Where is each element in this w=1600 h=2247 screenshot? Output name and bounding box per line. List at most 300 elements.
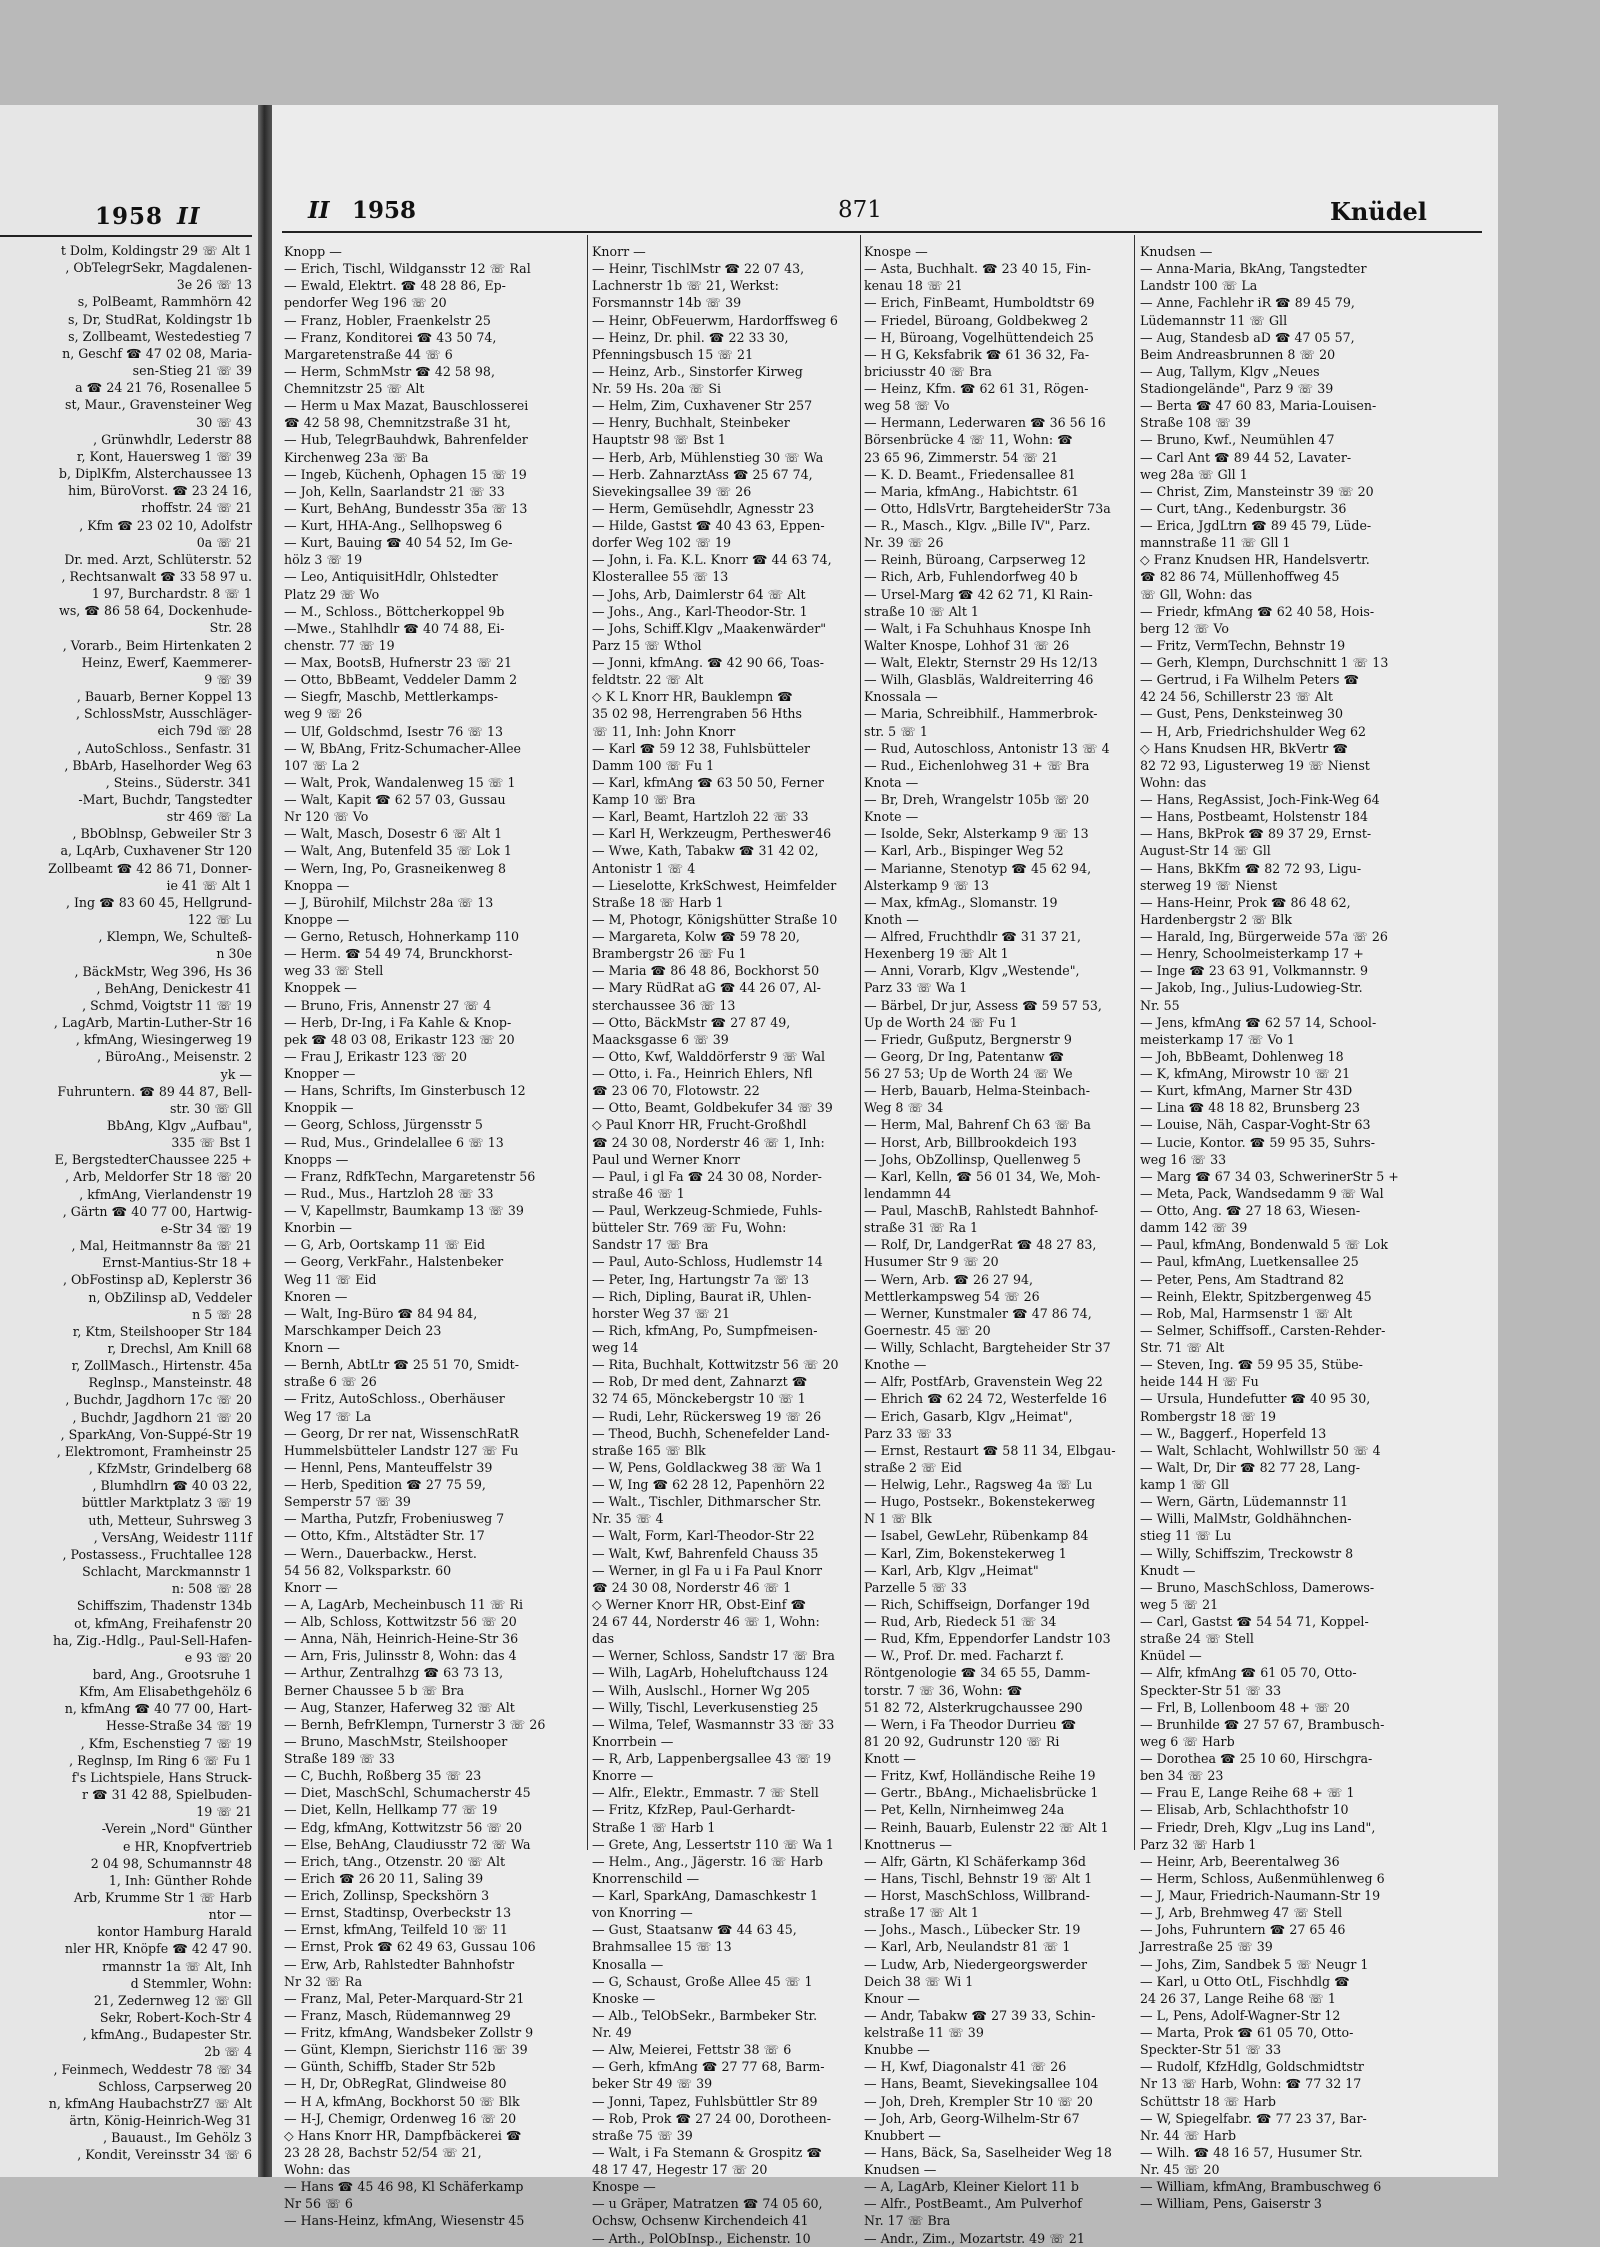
- directory-line: — Bruno, Kwf., Neumühlen 47: [1140, 432, 1335, 448]
- directory-line: — Maria ☎ 86 48 86, Bockhorst 50: [592, 963, 820, 979]
- directory-line: — Rud, Arb, Riedeck 51 ☏ 34: [864, 1614, 1057, 1629]
- directory-line: straße 2 ☏ Eid: [864, 1459, 962, 1475]
- directory-line: — Max, BootsB, Hufnerstr 23 ☏ 21: [284, 655, 513, 670]
- directory-line: — Siegfr, Maschb, Mettlerkamps-: [284, 689, 499, 705]
- directory-line: — Erich, Tischl, Wildgansstr 12 ☏ Ral: [284, 261, 531, 277]
- directory-line: — Lina ☎ 48 18 82, Brunsberg 23: [1140, 1100, 1360, 1116]
- directory-line: , Bauarb, Berner Koppel 13: [76, 689, 252, 705]
- directory-line: — Rob, Mal, Harmsenstr 1 ☏ Alt: [1140, 1305, 1353, 1321]
- directory-line: — Franz, Konditorei ☎ 43 50 74,: [284, 329, 497, 345]
- directory-line: mannstraße 11 ☏ Gll 1: [1140, 535, 1291, 551]
- directory-line: — John, i. Fa. K.L. Knorr ☎ 44 63 74,: [592, 552, 832, 568]
- directory-line: n, ObZilinsp aD, Veddeler: [88, 1289, 252, 1305]
- directory-line: — R, Arb, Lappenbergsallee 43 ☏ 19: [592, 1751, 832, 1766]
- directory-line: Kirchenweg 23a ☏ Ba: [284, 449, 429, 465]
- directory-line: — Arth., PolObInsp., Eichenstr. 10: [592, 2230, 811, 2246]
- directory-line: , VersAng, Weidestr 111f: [93, 1529, 252, 1545]
- directory-line: — Jens, kfmAng ☎ 62 57 14, School-: [1140, 1014, 1377, 1030]
- directory-line: — Steven, Ing. ☎ 59 95 35, Stübe-: [1140, 1357, 1363, 1373]
- directory-line: — Gerno, Retusch, Hohnerkamp 110: [284, 929, 520, 944]
- directory-line: — Hans, Bäck, Sa, Saselheider Weg 18: [864, 2144, 1112, 2160]
- directory-line: — Hans-Heinz, kfmAng, Wiesenstr 45: [284, 2213, 525, 2229]
- directory-line: — Otto, Kfm., Altstädter Str. 17: [284, 1528, 485, 1544]
- directory-line: — Hennl, Pens, Manteuffelstr 39: [284, 1459, 493, 1475]
- directory-line: — Henry, Buchhalt, Steinbeker: [592, 415, 790, 431]
- directory-line: ☎ 42 58 98, Chemnitzstraße 31 ht,: [284, 415, 511, 431]
- directory-line: horster Weg 37 ☏ 21: [592, 1305, 730, 1321]
- directory-line: t Dolm, Koldingstr 29 ☏ Alt 1: [60, 243, 252, 258]
- directory-line: Knoppek —: [284, 980, 357, 996]
- directory-line: Stadiongelände", Parz 9 ☏ 39: [1140, 381, 1334, 396]
- directory-line: — Alfr, PostfArb, Gravenstein Weg 22: [864, 1374, 1103, 1390]
- directory-line: — Hans, Tischl, Behnstr 19 ☏ Alt 1: [864, 1870, 1093, 1886]
- directory-line: nler HR, Knöpfe ☎ 42 47 90.: [64, 1941, 252, 1957]
- directory-line: — Alb, Schloss, Kottwitzstr 56 ☏ 20: [284, 1614, 517, 1629]
- directory-line: — Karl, Arb, Neulandstr 81 ☏ 1: [864, 1939, 1071, 1955]
- directory-line: dorfer Weg 102 ☏ 19: [592, 535, 732, 551]
- directory-line: straße 10 ☏ Alt 1: [864, 603, 979, 619]
- directory-line: , Blumhdlrn ☎ 40 03 22,: [92, 1478, 252, 1494]
- directory-line: weg 28a ☏ Gll 1: [1140, 466, 1248, 482]
- directory-line: — Erich ☎ 26 20 11, Saling 39: [284, 1870, 484, 1886]
- directory-line: berg 12 ☏ Vo: [1140, 620, 1229, 636]
- directory-line: — Rudi, Lehr, Rückersweg 19 ☏ 26: [592, 1408, 822, 1424]
- directory-line: 21, Zedernweg 12 ☏ Gll: [93, 1992, 252, 2008]
- directory-line: Landstr 100 ☏ La: [1140, 278, 1258, 294]
- directory-line: — Fritz, VermTechn, Behnstr 19: [1140, 637, 1346, 653]
- directory-line: — Arn, Fris, Julinsstr 8, Wohn: das 4: [284, 1648, 517, 1664]
- directory-line: Knott —: [864, 1751, 916, 1766]
- directory-line: — Arthur, Zentralhzg ☎ 63 73 13,: [284, 1665, 504, 1681]
- directory-line: Goernestr. 45 ☏ 20: [864, 1322, 991, 1338]
- directory-line: Knüdel —: [1140, 1648, 1202, 1664]
- right-header-rule: [282, 231, 1482, 233]
- directory-line: Knothe —: [864, 1357, 927, 1373]
- directory-line: — G, Arb, Oortskamp 11 ☏ Eid: [284, 1237, 486, 1253]
- directory-line: uth, Metteur, Suhrsweg 3: [88, 1512, 252, 1528]
- directory-line: straße 46 ☏ 1: [592, 1185, 685, 1201]
- directory-line: — Karl, Arb., Bispinger Weg 52: [864, 843, 1064, 859]
- directory-line: — William, kfmAng, Brambuschweg 6: [1140, 2179, 1382, 2195]
- directory-line: Brambergstr 26 ☏ Fu 1: [592, 946, 747, 962]
- directory-line: — W., Baggerf., Hoperfeld 13: [1140, 1425, 1327, 1441]
- directory-line: Hesse-Straße 34 ☏ 19: [106, 1718, 252, 1734]
- directory-line: 56 27 53; Up de Worth 24 ☏ We: [864, 1066, 1073, 1081]
- directory-line: Damm 100 ☏ Fu 1: [592, 757, 715, 773]
- directory-line: — Johs., Masch., Lübecker Str. 19: [864, 1922, 1081, 1938]
- directory-line: — Paul, Auto-Schloss, Hudlemstr 14: [592, 1254, 823, 1270]
- directory-line: — Fritz, kfmAng, Wandsbeker Zollstr 9: [284, 2025, 534, 2040]
- directory-line: ☎ 23 06 70, Flotowstr. 22: [592, 1083, 760, 1099]
- directory-line: — J, Maur, Friedrich-Naumann-Str 19: [1140, 1888, 1381, 1903]
- directory-line: a, LqArb, Cuxhavener Str 120: [60, 843, 252, 859]
- directory-line: — Walt, Ing-Büro ☎ 84 94 84,: [284, 1305, 478, 1321]
- directory-line: — Walt, Dr, Dir ☎ 82 77 28, Lang-: [1140, 1459, 1361, 1475]
- directory-line: — Ursel-Marg ☎ 42 62 71, Kl Rain-: [864, 586, 1093, 602]
- directory-line: e 93 ☏ 20: [184, 1649, 252, 1665]
- directory-line: Speckter-Str 51 ☏ 33: [1140, 1682, 1282, 1698]
- directory-line: Parz 33 ☏ 33: [864, 1425, 952, 1441]
- directory-line: — Theod, Buchh, Schenefelder Land-: [592, 1425, 830, 1441]
- directory-line: — Bruno, MaschMstr, Steilshooper: [284, 1733, 508, 1749]
- directory-line: — Frau E, Lange Reihe 68 + ☏ 1: [1140, 1785, 1355, 1801]
- directory-line: Sandstr 17 ☏ Bra: [592, 1237, 709, 1253]
- directory-line: — Günt, Klempn, Sierichstr 116 ☏ 39: [284, 2042, 528, 2058]
- directory-line: — Dorothea ☎ 25 10 60, Hirschgra-: [1140, 1751, 1373, 1766]
- directory-line: , Kfm, Eschenstieg 7 ☏ 19: [80, 1735, 252, 1751]
- directory-line: , Arb, Meldorfer Str 18 ☏ 20: [65, 1169, 252, 1185]
- directory-line: , BbOblnsp, Gebweiler Str 3: [72, 826, 252, 842]
- directory-line: — Ulf, Goldschmd, Isestr 76 ☏ 13: [284, 723, 504, 739]
- directory-line: — Ernst, kfmAng, Teilfeld 10 ☏ 11: [284, 1922, 508, 1938]
- directory-line: -Verein „Nord" Günther: [101, 1821, 252, 1837]
- directory-line: — Bärbel, Dr jur, Assess ☎ 59 57 53,: [864, 997, 1102, 1013]
- directory-line: — Horst, MaschSchloss, Willbrand-: [864, 1888, 1090, 1903]
- directory-line: — Franz, RdfkTechn, Margaretenstr 56: [284, 1168, 536, 1184]
- directory-line: 81 20 92, Gudrunstr 120 ☏ Ri: [864, 1733, 1060, 1749]
- directory-line: — C, Buchh, Roßberg 35 ☏ 23: [284, 1768, 482, 1784]
- directory-line: — Werner, Kunstmaler ☎ 47 86 74,: [864, 1305, 1092, 1321]
- directory-line: ◇ Hans Knudsen HR, BkVertr ☎: [1140, 740, 1349, 756]
- directory-line: — Berta ☎ 47 60 83, Maria-Louisen-: [1140, 398, 1377, 414]
- directory-line: Knote —: [864, 809, 919, 825]
- directory-line: — Anni, Vorarb, Klgv „Westende",: [864, 963, 1080, 979]
- directory-line: ◇ Werner Knorr HR, Obst-Einf ☎: [592, 1596, 807, 1612]
- directory-line: — Günth, Schiffb, Stader Str 52b: [284, 2059, 496, 2075]
- directory-line: von Knorring —: [592, 1905, 693, 1921]
- directory-line: kelstraße 11 ☏ 39: [864, 2025, 984, 2040]
- directory-line: n, kfmAng HaubachstrZ7 ☏ Alt: [48, 2095, 252, 2111]
- directory-line: — Karl ☎ 59 12 38, Fuhlsbütteler: [592, 740, 811, 756]
- directory-line: — H, Arb, Friedrichshulder Weg 62: [1140, 723, 1366, 739]
- directory-line: — Karl, Zim, Bokenstekerweg 1: [864, 1545, 1067, 1561]
- directory-line: Wohn: das: [1140, 774, 1207, 790]
- directory-line: Knour —: [864, 1990, 920, 2006]
- directory-line: — Bruno, Fris, Annenstr 27 ☏ 4: [284, 997, 492, 1013]
- directory-line: ben 34 ☏ 23: [1140, 1768, 1224, 1784]
- directory-line: Hauptstr 98 ☏ Bst 1: [592, 432, 726, 448]
- directory-line: r, Ktm, Steilshooper Str 184: [72, 1323, 252, 1339]
- directory-line: — Herb, Dr-Ing, i Fa Kahle & Knop-: [284, 1014, 512, 1030]
- directory-line: — Brunhilde ☎ 27 57 67, Brambusch-: [1140, 1716, 1385, 1732]
- directory-line: — Pet, Kelln, Nirnheimweg 24a: [864, 1802, 1065, 1818]
- directory-line: Knorre —: [592, 1768, 654, 1784]
- directory-line: — Paul, kfmAng, Luetkensallee 25: [1140, 1254, 1359, 1270]
- directory-line: — W, BbAng, Fritz-Schumacher-Allee: [284, 740, 521, 756]
- directory-line: — Fritz, AutoSchloss., Oberhäuser: [284, 1391, 505, 1407]
- directory-line: — Rud, Kfm, Eppendorfer Landstr 103: [864, 1631, 1111, 1647]
- directory-line: r, ZollMasch., Hirtenstr. 45a: [71, 1358, 252, 1374]
- directory-line: Speckter-Str 51 ☏ 33: [1140, 2042, 1282, 2058]
- directory-line: Brahmsallee 15 ☏ 13: [592, 1939, 732, 1955]
- directory-line: — Heinr, TischlMstr ☎ 22 07 43,: [592, 261, 805, 277]
- directory-line: — Walt, Ang, Butenfeld 35 ☏ Lok 1: [284, 843, 512, 859]
- directory-line: ◇ Paul Knorr HR, Frucht-Großhdl: [592, 1117, 807, 1133]
- directory-line: — Isolde, Sekr, Alsterkamp 9 ☏ 13: [864, 826, 1089, 842]
- directory-line: damm 142 ☏ 39: [1140, 1220, 1248, 1236]
- directory-line: — Elisab, Arb, Schlachthofstr 10: [1140, 1802, 1349, 1818]
- directory-line: — Erica, JgdLtrn ☎ 89 45 79, Lüde-: [1140, 518, 1372, 533]
- directory-line: — Hans, BkKfm ☎ 82 72 93, Ligu-: [1140, 860, 1362, 876]
- directory-line: — Karl, SparkAng, Damaschkestr 1: [592, 1888, 819, 1903]
- directory-line: — Friedr, kfmAng ☎ 62 40 58, Hois-: [1140, 603, 1375, 619]
- directory-line: Str. 28: [209, 620, 252, 636]
- directory-line: r, Drechsl, Am Knill 68: [107, 1341, 252, 1356]
- directory-line: , Klempn, We, Schulteß-: [98, 929, 252, 945]
- directory-line: him, BüroVorst. ☎ 23 24 16,: [68, 483, 252, 499]
- directory-line: Knottnerus —: [864, 1836, 952, 1852]
- directory-line: — Walt, Masch, Dosestr 6 ☏ Alt 1: [284, 826, 503, 842]
- directory-line: Alsterkamp 9 ☏ 13: [864, 877, 990, 893]
- directory-line: a ☎ 24 21 76, Rosenallee 5: [75, 380, 252, 396]
- directory-line: — Louise, Näh, Caspar-Voght-Str 63: [1140, 1117, 1371, 1133]
- directory-line: — Rita, Buchhalt, Kottwitzstr 56 ☏ 20: [592, 1357, 839, 1373]
- left-page-column: [0, 242, 252, 2164]
- directory-line: — Carl Ant ☎ 89 44 52, Lavater-: [1140, 449, 1352, 465]
- directory-line: — Walt, Schlacht, Wohlwillstr 50 ☏ 4: [1140, 1442, 1381, 1458]
- directory-line: n, Geschf ☎ 47 02 08, Maria-: [62, 345, 252, 361]
- directory-line: — Horst, Arb, Billbrookdeich 193: [864, 1134, 1077, 1150]
- directory-line: Paul und Werner Knorr: [592, 1151, 740, 1167]
- directory-line: Knorrbein —: [592, 1733, 674, 1749]
- directory-line: — Helm, Zim, Cuxhavener Str 257: [592, 398, 813, 414]
- directory-line: Walter Knospe, Lohhof 31 ☏ 26: [864, 637, 1070, 653]
- directory-line: rmannstr 1a ☏ Alt, Inh: [102, 1958, 252, 1974]
- directory-line: — Willy, Schlacht, Bargteheider Str 37: [864, 1340, 1111, 1355]
- directory-line: str. 30 ☏ Gll: [169, 1100, 252, 1116]
- directory-line: Lüdemannstr 11 ☏ Gll: [1140, 312, 1288, 328]
- directory-line: — Gerh, Klempn, Durchschnitt 1 ☏ 13: [1140, 655, 1389, 670]
- directory-line: — K. D. Beamt., Friedensallee 81: [864, 466, 1076, 482]
- directory-line: — Rud., Eichenlohweg 31 + ☏ Bra: [864, 757, 1090, 773]
- directory-line: E, BergstedterChaussee 225 +: [54, 1152, 252, 1168]
- directory-line: Weg 8 ☏ 34: [864, 1100, 944, 1116]
- directory-line: Nr. 49: [592, 2025, 632, 2040]
- directory-line: — Erich, tAng., Otzenstr. 20 ☏ Alt: [284, 1853, 506, 1869]
- directory-line: — Reinh, Elektr, Spitzbergenweg 45: [1140, 1288, 1372, 1304]
- directory-line: — Joh, Dreh, Krempler Str 10 ☏ 20: [864, 2093, 1093, 2109]
- directory-line: kenau 18 ☏ 21: [864, 278, 963, 294]
- directory-line: , Buchdr, Jagdhorn 21 ☏ 20: [72, 1409, 252, 1425]
- directory-line: Jarrestraße 25 ☏ 39: [1140, 1939, 1273, 1955]
- directory-line: s, PolBeamt, Rammhörn 42: [77, 294, 252, 310]
- directory-line: Reglnsp., Mansteinstr. 48: [88, 1375, 252, 1391]
- directory-line: — Br, Dreh, Wrangelstr 105b ☏ 20: [864, 792, 1090, 807]
- directory-line: 1 97, Burchardstr. 8 ☏ 1: [91, 586, 252, 602]
- directory-line: — H, Kwf, Diagonalstr 41 ☏ 26: [864, 2059, 1067, 2075]
- directory-line: — Otto, BäckMstr ☎ 27 87 49,: [592, 1014, 791, 1030]
- directory-line: , Gärtn ☎ 40 77 00, Hartwig-: [62, 1203, 252, 1219]
- directory-line: — Hans, Schrifts, Im Ginsterbusch 12: [284, 1083, 526, 1099]
- directory-line: 32 74 65, Mönckebergstr 10 ☏ 1: [592, 1391, 806, 1407]
- directory-line: stieg 11 ☏ Lu: [1140, 1528, 1232, 1544]
- directory-line: — Reinh, Büroang, Carpserweg 12: [864, 552, 1086, 568]
- directory-line: 2b ☏ 4: [204, 2044, 252, 2060]
- directory-line: — Walt, Kapit ☎ 62 57 03, Gussau: [284, 792, 506, 807]
- directory-line: Knopper —: [284, 1066, 356, 1081]
- directory-column-4: [1140, 243, 1430, 2212]
- directory-line: , kfmAng, Vierlandenstr 19: [79, 1186, 252, 1202]
- directory-line: — Paul, Werkzeug-Schmiede, Fuhls-: [592, 1203, 823, 1218]
- directory-line: Antonistr 1 ☏ 4: [592, 860, 696, 876]
- directory-line: — M, Photogr, Königshütter Straße 10: [592, 911, 838, 927]
- directory-line: — Christ, Zim, Mansteinstr 39 ☏ 20: [1140, 483, 1374, 499]
- directory-line: — Gust, Pens, Denksteinweg 30: [1140, 706, 1343, 722]
- directory-line: — Max, kfmAg., Slomanstr. 19: [864, 894, 1058, 910]
- directory-line: — Walt, i Fa Stemann & Grospitz ☎: [592, 2144, 823, 2160]
- directory-line: Knoren —: [284, 1288, 348, 1304]
- directory-line: — Johs, Zim, Sandbek 5 ☏ Neugr 1: [1140, 1956, 1369, 1972]
- directory-line: Knota —: [864, 774, 919, 790]
- directory-line: , Ing ☎ 83 60 45, Hellgrund-: [65, 894, 252, 910]
- directory-line: straße 75 ☏ 39: [592, 2127, 693, 2143]
- directory-line: — Alb., TelObSekr., Barmbeker Str.: [592, 2007, 818, 2023]
- directory-line: — Kurt, kfmAng, Marner Str 43D: [1140, 1083, 1353, 1099]
- directory-line: — Friedr, Gußputz, Bergnerstr 9: [864, 1031, 1072, 1047]
- directory-line: — Herb, Bauarb, Helma-Steinbach-: [864, 1083, 1091, 1099]
- directory-line: weg 5 ☏ 21: [1140, 1596, 1219, 1612]
- directory-line: — R., Masch., Klgv. „Bille IV", Parz.: [864, 518, 1091, 533]
- directory-line: Straße 1 ☏ Harb 1: [592, 1819, 716, 1835]
- directory-line: weg 58 ☏ Vo: [864, 398, 950, 414]
- directory-line: — Rich, kfmAng, Po, Sumpfmeisen-: [592, 1322, 818, 1338]
- directory-line: Knoppik —: [284, 1100, 354, 1116]
- directory-line: Wohn: das: [284, 2162, 351, 2177]
- directory-line: — Ursula, Hundefutter ☎ 40 95 30,: [1140, 1391, 1371, 1407]
- directory-line: Nr. 17 ☏ Bra: [864, 2213, 951, 2229]
- directory-line: ot, kfmAng, Freihafenstr 20: [74, 1615, 252, 1631]
- directory-line: — Maria, kfmAng., Habichtstr. 61: [864, 483, 1080, 499]
- directory-line: Knopp —: [284, 244, 342, 259]
- directory-line: — A, LagArb, Kleiner Kielort 11 b: [864, 2179, 1079, 2195]
- directory-line: chenstr. 77 ☏ 19: [284, 637, 395, 653]
- directory-line: , Steins., Süderstr. 341: [105, 774, 252, 790]
- directory-line: — Wern, i Fa Theodor Durrieu ☎: [864, 1716, 1077, 1732]
- directory-line: Knorr —: [592, 244, 646, 259]
- directory-line: — Bernh, AbtLtr ☎ 25 51 70, Smidt-: [284, 1357, 519, 1373]
- directory-line: Parz 32 ☏ Harb 1: [1140, 1836, 1257, 1852]
- directory-line: feldtstr. 22 ☏ Alt: [592, 672, 704, 688]
- directory-line: — A, LagArb, Mecheinbusch 11 ☏ Ri: [284, 1596, 524, 1612]
- directory-line: — Kurt, BehAng, Bundesstr 35a ☏ 13: [284, 500, 528, 516]
- directory-line: Knubbe —: [864, 2042, 930, 2058]
- directory-line: , ObFostinsp aD, Keplerstr 36: [62, 1272, 252, 1288]
- directory-line: — Hans, RegAssist, Joch-Fink-Weg 64: [1140, 792, 1380, 807]
- directory-line: Forsmannstr 14b ☏ 39: [592, 295, 742, 311]
- directory-line: ◇ K L Knorr HR, Bauklempn ☎: [592, 689, 793, 705]
- directory-line: meisterkamp 17 ☏ Vo 1: [1140, 1031, 1295, 1047]
- directory-line: Pfenningsbusch 15 ☏ 21: [592, 346, 754, 362]
- directory-line: 30 ☏ 43: [196, 414, 252, 430]
- directory-line: , SparkAng, Von-Suppé-Str 19: [60, 1426, 252, 1442]
- directory-line: , KfzMstr, Grindelberg 68: [88, 1461, 252, 1477]
- directory-line: 42 24 56, Schillerstr 23 ☏ Alt: [1140, 689, 1333, 705]
- directory-line: — Peter, Ing, Hartungstr 7a ☏ 13: [592, 1271, 809, 1287]
- directory-line: , Reglnsp, Im Ring 6 ☏ Fu 1: [69, 1752, 252, 1768]
- directory-line: Chemnitzstr 25 ☏ Alt: [284, 381, 425, 396]
- directory-line: Nr. 55: [1140, 997, 1180, 1013]
- directory-line: — Wilh. ☎ 48 16 57, Husumer Str.: [1140, 2144, 1363, 2160]
- directory-line: — M., Schloss., Böttcherkoppel 9b: [284, 603, 505, 619]
- directory-line: ☎ 82 86 74, Müllenhoffweg 45: [1140, 569, 1340, 585]
- directory-line: — W., Prof. Dr. med. Facharzt f.: [864, 1648, 1064, 1664]
- directory-line: N 1 ☏ Blk: [864, 1511, 932, 1527]
- directory-column-1: [284, 243, 567, 2230]
- directory-line: r ☎ 31 42 88, Spielbuden-: [81, 1787, 252, 1803]
- directory-line: Knospe —: [592, 2179, 656, 2195]
- directory-line: — Herb. ZahnarztAss ☎ 25 67 74,: [592, 466, 813, 482]
- directory-line: — Willy, Tischl, Leverkusenstieg 25: [592, 1699, 819, 1715]
- directory-line: , BehAng, Denickestr 41: [96, 980, 252, 996]
- directory-line: Knospe —: [864, 244, 928, 259]
- directory-line: Knossala —: [864, 689, 938, 705]
- directory-line: heide 144 H ☏ Fu: [1140, 1374, 1259, 1390]
- directory-line: Deich 38 ☏ Wi 1: [864, 1973, 974, 1989]
- directory-line: 3e 26 ☏ 13: [176, 277, 252, 293]
- directory-line: — V, Kapellmstr, Baumkamp 13 ☏ 39: [284, 1203, 524, 1218]
- directory-line: — u Gräper, Matratzen ☎ 74 05 60,: [592, 2196, 823, 2212]
- book-gutter: [258, 105, 272, 2177]
- directory-line: eich 79d ☏ 28: [157, 723, 252, 739]
- directory-line: , BbArb, Haselhorder Weg 63: [64, 757, 252, 773]
- directory-line: — Wwe, Kath, Tabakw ☎ 31 42 02,: [592, 843, 819, 859]
- directory-line: weg 6 ☏ Harb: [1140, 1733, 1235, 1749]
- directory-line: — Isabel, GewLehr, Rübenkamp 84: [864, 1528, 1089, 1544]
- directory-line: — Gertr., BbAng., Michaelisbrücke 1: [864, 1785, 1099, 1801]
- left-page: [0, 105, 258, 2177]
- directory-line: , Rechtsanwalt ☎ 33 58 97 u.: [61, 568, 252, 584]
- directory-line: Kfm, Am Elisabethgehölz 6: [79, 1684, 252, 1700]
- directory-line: — Hans ☎ 45 46 98, Kl Schäferkamp: [284, 2179, 524, 2195]
- directory-line: straße 17 ☏ Alt 1: [864, 1905, 979, 1921]
- directory-line: — J, Bürohilf, Milchstr 28a ☏ 13: [284, 894, 494, 910]
- directory-line: Arb, Krumme Str 1 ☏ Harb: [73, 1890, 252, 1905]
- directory-line: — Grete, Ang, Lessertstr 110 ☏ Wa 1: [592, 1836, 834, 1852]
- directory-line: , Vorarb., Beim Hirtenkaten 2: [62, 637, 252, 653]
- directory-line: Nr. 44 ☏ Harb: [1140, 2127, 1237, 2143]
- directory-line: Rombergstr 18 ☏ 19: [1140, 1408, 1276, 1424]
- directory-line: Parzelle 5 ☏ 33: [864, 1579, 967, 1595]
- directory-line: weg 9 ☏ 26: [284, 706, 363, 722]
- directory-line: — Herm, Schloss, Außenmühlenweg 6: [1140, 1870, 1385, 1886]
- directory-line: —Mwe., Stahlhdlr ☎ 40 74 88, Ei-: [284, 620, 505, 636]
- directory-line: — Wern., Dauerbackw., Herst.: [284, 1545, 477, 1561]
- directory-line: — Herm, SchmMstr ☎ 42 58 98,: [284, 363, 495, 379]
- directory-line: — Werner, in gl Fa u i Fa Paul Knorr: [592, 1562, 823, 1578]
- directory-line: — Paul, MaschB, Rahlstedt Bahnhof-: [864, 1203, 1099, 1218]
- directory-line: 1, Inh: Günther Rohde: [108, 1872, 252, 1888]
- directory-line: 82 72 93, Ligusterweg 19 ☏ Nienst: [1140, 757, 1370, 773]
- directory-line: Weg 17 ☏ La: [284, 1408, 372, 1424]
- directory-line: — Hans-Heinr, Prok ☎ 86 48 62,: [1140, 894, 1351, 910]
- directory-line: — Anne, Fachlehr iR ☎ 89 45 79,: [1140, 295, 1355, 311]
- directory-line: Platz 29 ☏ Wo: [284, 586, 380, 602]
- directory-line: kamp 1 ☏ Gll: [1140, 1477, 1230, 1492]
- directory-line: Hexenberg 19 ☏ Alt 1: [864, 946, 1009, 962]
- directory-line: , Bauaust., Im Gehölz 3: [103, 2130, 252, 2146]
- directory-line: Knoske —: [592, 1990, 656, 2006]
- directory-line: — Erw, Arb, Rahlstedter Bahnhofstr: [284, 1956, 515, 1972]
- directory-line: Nr 120 ☏ Vo: [284, 809, 369, 825]
- directory-line: — Peter, Pens, Am Stadtrand 82: [1140, 1271, 1345, 1287]
- directory-line: — Johs, Arb, Daimlerstr 64 ☏ Alt: [592, 586, 806, 602]
- directory-line: 51 82 72, Alsterkrugchaussee 290: [864, 1699, 1083, 1715]
- directory-line: Husumer Str 9 ☏ 20: [864, 1254, 999, 1270]
- page-number: 871: [838, 197, 882, 223]
- directory-line: Parz 33 ☏ Wa 1: [864, 980, 968, 996]
- directory-line: 23 65 96, Zimmerstr. 54 ☏ 21: [864, 449, 1059, 465]
- directory-line: -Mart, Buchdr, Tangstedter: [78, 792, 252, 807]
